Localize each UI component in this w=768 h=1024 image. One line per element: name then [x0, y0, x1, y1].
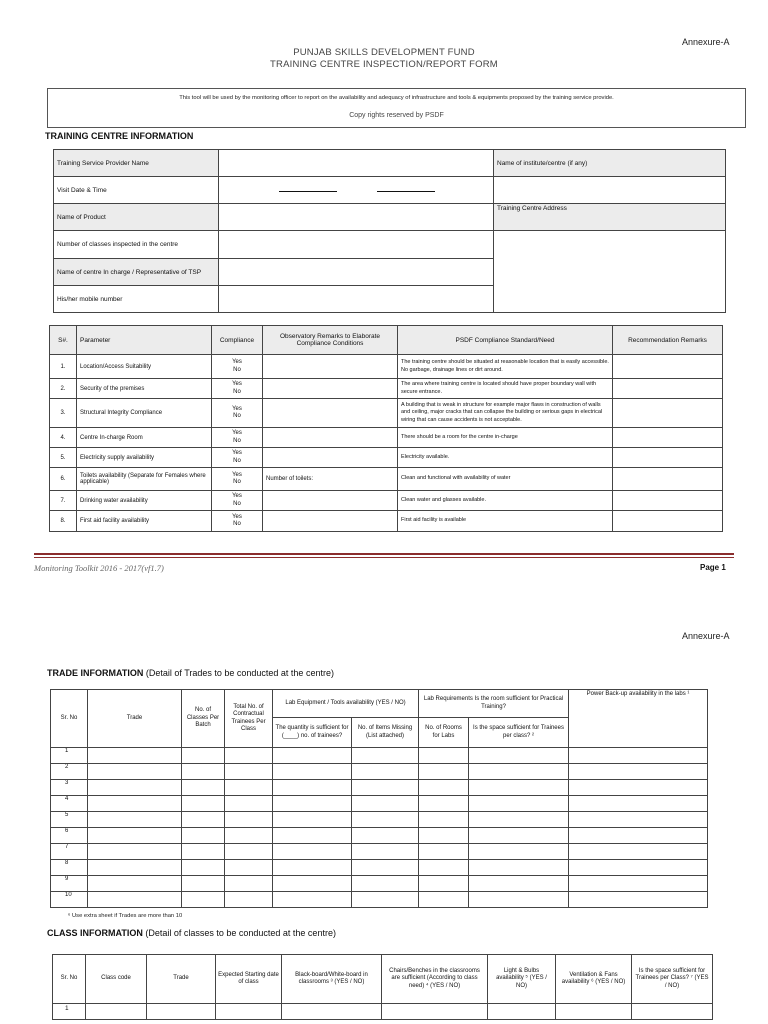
trade-cell[interactable]	[352, 764, 419, 780]
trade-cell[interactable]	[182, 844, 225, 860]
trade-cell[interactable]	[352, 860, 419, 876]
trade-cell[interactable]	[182, 860, 225, 876]
trade-cell[interactable]	[352, 812, 419, 828]
footer-toolkit-version: Monitoring Toolkit 2016 - 2017(vf1.7)	[34, 563, 164, 573]
trade-cell[interactable]	[569, 748, 708, 764]
footer-rule-thick	[34, 553, 734, 555]
header-recommendation: Recommendation Remarks	[613, 326, 723, 355]
trade-row-number: 7	[51, 844, 88, 860]
trade-header-sr: Sr. No	[51, 690, 88, 748]
trade-cell[interactable]	[88, 892, 182, 908]
compliance-parameters-table	[49, 325, 723, 532]
class-header-space: Is the space sufficient for Trainees per Class? ⁷ (YES / NO)	[632, 955, 713, 1004]
trade-row	[51, 860, 708, 876]
parameter-row	[50, 511, 723, 532]
trade-row-number: 2	[51, 764, 88, 780]
trade-cell[interactable]	[88, 764, 182, 780]
trade-cell[interactable]	[419, 748, 469, 764]
trade-cell[interactable]	[225, 844, 273, 860]
trade-cell[interactable]	[88, 828, 182, 844]
parameter-row	[50, 448, 723, 468]
compliance-standard: The area where training centre is located should have proper boundary wall with secure entrance.	[398, 379, 613, 399]
trade-cell[interactable]	[419, 796, 469, 812]
trade-row	[51, 796, 708, 812]
trade-header-trade: Trade	[88, 690, 182, 748]
trade-cell[interactable]	[88, 796, 182, 812]
trade-header-space: Is the space sufficient for Trainees per class? ²	[469, 718, 569, 748]
compliance-yes-no[interactable]	[212, 399, 263, 428]
trade-information-table	[50, 689, 708, 908]
input-incharge[interactable]	[219, 259, 494, 286]
class-cell[interactable]	[556, 1004, 632, 1020]
recommendation-remark[interactable]	[613, 355, 723, 379]
trade-cell[interactable]	[352, 796, 419, 812]
trade-cell[interactable]	[569, 780, 708, 796]
class-cell[interactable]	[488, 1004, 556, 1020]
trade-title: TRADE INFORMATION	[47, 668, 144, 678]
trade-note: ⁶ Use extra sheet if Trades are more than 10	[68, 913, 183, 919]
class-cell[interactable]	[216, 1004, 282, 1020]
compliance-yes[interactable]: Yes	[232, 493, 242, 499]
compliance-no[interactable]: No	[233, 437, 241, 444]
class-header-lights: Light & Bulbs availability ⁵ (YES / NO)	[488, 955, 556, 1004]
trade-header-power: Power Back-up availability in the labs ¹	[569, 690, 708, 748]
input-address[interactable]	[494, 231, 726, 313]
intro-box	[47, 88, 746, 128]
trade-cell[interactable]	[469, 892, 569, 908]
class-row	[53, 1004, 713, 1020]
trade-cell[interactable]	[419, 876, 469, 892]
trade-cell[interactable]	[88, 748, 182, 764]
input-visit-date[interactable]	[219, 177, 494, 204]
observatory-remark[interactable]	[263, 355, 398, 379]
trade-cell[interactable]	[469, 812, 569, 828]
trade-row	[51, 748, 708, 764]
class-title: CLASS INFORMATION	[47, 928, 143, 938]
compliance-yes-no[interactable]	[212, 448, 263, 468]
observatory-remark[interactable]	[263, 511, 398, 532]
trade-cell[interactable]	[182, 828, 225, 844]
class-information-table	[52, 954, 713, 1020]
trade-cell[interactable]	[419, 860, 469, 876]
trade-cell[interactable]	[182, 812, 225, 828]
section-title-training-centre: TRAINING CENTRE INFORMATION	[45, 131, 194, 141]
trade-cell[interactable]	[225, 860, 273, 876]
class-header-start-date: Expected Starting date of class	[216, 955, 282, 1004]
trade-cell[interactable]	[225, 892, 273, 908]
compliance-standard: Electricity available.	[398, 448, 613, 468]
trade-cell[interactable]	[352, 876, 419, 892]
trade-cell[interactable]	[419, 844, 469, 860]
compliance-standard: Clean and functional with availability of water	[398, 468, 613, 491]
recommendation-remark[interactable]	[613, 511, 723, 532]
section-title-class	[47, 928, 336, 938]
trade-row	[51, 828, 708, 844]
trade-header-rooms: No. of Rooms for Labs	[419, 718, 469, 748]
compliance-standard: First aid facility is available	[398, 511, 613, 532]
trade-cell[interactable]	[225, 876, 273, 892]
parameter-name: Centre In-charge Room	[77, 428, 212, 448]
parameter-row	[50, 379, 723, 399]
trade-cell[interactable]	[569, 828, 708, 844]
trade-cell[interactable]	[419, 764, 469, 780]
intro-text: This tool will be used by the monitoring officer to report on the availability and adequacy of infrastructure and tools & equipments proposed by the training service provide.	[179, 95, 614, 101]
trade-cell[interactable]	[88, 860, 182, 876]
trade-row	[51, 892, 708, 908]
compliance-yes[interactable]: Yes	[232, 430, 242, 436]
trade-cell[interactable]	[469, 780, 569, 796]
class-row-number: 1	[53, 1004, 86, 1020]
compliance-no[interactable]: No	[233, 413, 241, 419]
input-classes-inspected[interactable]	[219, 231, 494, 259]
class-cell[interactable]	[147, 1004, 216, 1020]
trade-cell[interactable]	[88, 876, 182, 892]
header-standard: PSDF Compliance Standard/Need	[398, 326, 613, 355]
compliance-yes[interactable]: Yes	[232, 450, 242, 456]
parameter-row	[50, 399, 723, 428]
trade-cell[interactable]	[569, 876, 708, 892]
trade-cell[interactable]	[352, 828, 419, 844]
trade-cell[interactable]	[225, 780, 273, 796]
trade-cell[interactable]	[469, 860, 569, 876]
label-product: Name of Product	[54, 204, 219, 231]
class-cell[interactable]	[382, 1004, 488, 1020]
recommendation-remark[interactable]	[613, 491, 723, 511]
header-sn: S#.	[50, 326, 77, 355]
trade-cell[interactable]	[88, 844, 182, 860]
trade-cell[interactable]	[569, 844, 708, 860]
compliance-standard: There should be a room for the centre in-charge	[398, 428, 613, 448]
trade-cell[interactable]	[469, 748, 569, 764]
class-cell[interactable]	[632, 1004, 713, 1020]
compliance-yes-no[interactable]	[212, 355, 263, 379]
observatory-remark[interactable]	[263, 379, 398, 399]
compliance-no[interactable]: No	[233, 500, 241, 507]
parameter-sn: 1.	[50, 355, 77, 379]
parameter-sn: 2.	[50, 379, 77, 399]
parameter-name: Electricity supply availability	[77, 448, 212, 468]
compliance-standard: Clean water and glasses available.	[398, 491, 613, 511]
observatory-remark[interactable]	[263, 448, 398, 468]
class-cell[interactable]	[86, 1004, 147, 1020]
compliance-no[interactable]: No	[233, 366, 241, 373]
trade-cell[interactable]	[182, 764, 225, 780]
parameter-sn: 6.	[50, 468, 77, 491]
compliance-yes[interactable]: Yes	[232, 513, 242, 520]
compliance-yes[interactable]: Yes	[232, 381, 242, 387]
date-blank	[279, 186, 337, 192]
label-visit-date: Visit Date & Time	[54, 177, 219, 204]
trade-cell[interactable]	[469, 796, 569, 812]
trade-row	[51, 780, 708, 796]
trade-cell[interactable]	[225, 796, 273, 812]
parameter-sn: 7.	[50, 491, 77, 511]
trade-cell[interactable]	[419, 892, 469, 908]
footer-page-number: Page 1	[700, 563, 726, 572]
observatory-remark[interactable]	[263, 399, 398, 428]
trade-cell[interactable]	[182, 780, 225, 796]
class-header-ventilation: Ventilation & Fans availability ⁶ (YES / NO)	[556, 955, 632, 1004]
trade-row	[51, 844, 708, 860]
footer-rule-thin	[34, 557, 734, 558]
trade-cell[interactable]	[273, 876, 352, 892]
class-header-code: Class code	[86, 955, 147, 1004]
parameter-sn: 8.	[50, 511, 77, 532]
trade-cell[interactable]	[419, 828, 469, 844]
parameter-name: Drinking water availability	[77, 491, 212, 511]
trade-cell[interactable]	[273, 748, 352, 764]
annexure-label: Annexure-A	[682, 37, 730, 47]
parameter-name: Structural Integrity Compliance	[77, 399, 212, 428]
trade-cell[interactable]	[273, 764, 352, 780]
trade-header-quantity: The quantity is sufficient for (____) no. of trainees?	[273, 718, 352, 748]
trade-cell[interactable]	[352, 780, 419, 796]
parameter-row	[50, 491, 723, 511]
trade-cell[interactable]	[569, 796, 708, 812]
trade-cell[interactable]	[88, 780, 182, 796]
trade-cell[interactable]	[225, 812, 273, 828]
trade-row-number: 10	[51, 892, 88, 908]
trade-row-number: 9	[51, 876, 88, 892]
trade-cell[interactable]	[569, 812, 708, 828]
trade-cell[interactable]	[352, 748, 419, 764]
trade-row-number: 5	[51, 812, 88, 828]
trade-subtitle: (Detail of Trades to be conducted at the centre)	[145, 668, 334, 678]
trade-cell[interactable]	[273, 844, 352, 860]
compliance-yes-no[interactable]	[212, 428, 263, 448]
trade-cell[interactable]	[273, 780, 352, 796]
trade-cell[interactable]	[182, 796, 225, 812]
form-title: TRAINING CENTRE INSPECTION/REPORT FORM	[270, 59, 498, 70]
input-tsp-name[interactable]	[219, 150, 494, 177]
observatory-remark[interactable]: Number of toilets:	[263, 468, 398, 491]
label-address: Training Centre Address	[494, 204, 726, 231]
section-title-trade	[47, 668, 334, 678]
trade-header-trainees: Total No. of Contractual Trainees Per Class	[225, 690, 273, 748]
compliance-no[interactable]: No	[233, 479, 241, 485]
trade-cell[interactable]	[182, 876, 225, 892]
recommendation-remark[interactable]	[613, 399, 723, 428]
trade-row-number: 4	[51, 796, 88, 812]
trade-cell[interactable]	[273, 812, 352, 828]
input-mobile[interactable]	[219, 286, 494, 313]
trade-cell[interactable]	[569, 860, 708, 876]
annexure-label-page2: Annexure-A	[682, 631, 730, 641]
training-centre-info-table	[53, 149, 726, 313]
trade-row	[51, 764, 708, 780]
compliance-yes[interactable]: Yes	[232, 405, 242, 412]
trade-row	[51, 876, 708, 892]
trade-cell[interactable]	[419, 812, 469, 828]
input-institute[interactable]	[494, 177, 726, 204]
class-header-board: Black-board/White-board in classrooms ³ (YES / NO)	[282, 955, 382, 1004]
header-parameter: Parameter	[77, 326, 212, 355]
trade-cell[interactable]	[569, 764, 708, 780]
org-title: PUNJAB SKILLS DEVELOPMENT FUND	[293, 47, 475, 58]
label-classes-inspected: Number of classes inspected in the centre	[54, 231, 219, 259]
compliance-yes[interactable]: Yes	[232, 471, 242, 478]
trade-row-number: 8	[51, 860, 88, 876]
trade-cell[interactable]	[469, 844, 569, 860]
compliance-no[interactable]: No	[233, 457, 241, 464]
label-mobile: His/her mobile number	[54, 286, 219, 313]
trade-row	[51, 812, 708, 828]
trade-cell[interactable]	[273, 828, 352, 844]
trade-cell[interactable]	[273, 860, 352, 876]
compliance-standard: The training centre should be situated at reasonable location that is easily accessible. No garbage, drainage lines or dirt around.	[398, 355, 613, 379]
parameter-row	[50, 468, 723, 491]
recommendation-remark[interactable]	[613, 379, 723, 399]
recommendation-remark[interactable]	[613, 468, 723, 491]
parameter-name: Toilets availability (Separate for Females where applicable)	[77, 468, 212, 491]
class-cell[interactable]	[282, 1004, 382, 1020]
label-tsp-name: Training Service Provider Name	[54, 150, 219, 177]
observatory-remark[interactable]	[263, 491, 398, 511]
trade-cell[interactable]	[419, 780, 469, 796]
input-product[interactable]	[219, 204, 494, 231]
trade-cell[interactable]	[469, 828, 569, 844]
compliance-yes-no[interactable]	[212, 468, 263, 491]
parameter-name: Location/Access Suitability	[77, 355, 212, 379]
trade-cell[interactable]	[225, 748, 273, 764]
label-incharge: Name of centre In charge / Representative of TSP	[54, 259, 219, 286]
trade-cell[interactable]	[469, 876, 569, 892]
class-subtitle: (Detail of classes to be conducted at the centre)	[145, 928, 336, 938]
recommendation-remark[interactable]	[613, 448, 723, 468]
parameter-name: Security of the premises	[77, 379, 212, 399]
trade-header-lab-equipment: Lab Equipment / Tools availability (YES / NO)	[273, 690, 419, 718]
trade-cell[interactable]	[225, 828, 273, 844]
compliance-no[interactable]: No	[233, 521, 241, 527]
header-compliance: Compliance	[212, 326, 263, 355]
trade-cell[interactable]	[273, 796, 352, 812]
time-blank	[377, 186, 435, 192]
trade-cell[interactable]	[352, 892, 419, 908]
trade-header-missing: No. of Items Missing (List attached)	[352, 718, 419, 748]
trade-cell[interactable]	[569, 892, 708, 908]
trade-cell[interactable]	[273, 892, 352, 908]
trade-cell[interactable]	[469, 764, 569, 780]
trade-header-lab-requirements: Lab Requirements Is the room sufficient for Practical Training?	[419, 690, 569, 718]
trade-cell[interactable]	[352, 844, 419, 860]
trade-cell[interactable]	[182, 892, 225, 908]
compliance-yes-no[interactable]	[212, 379, 263, 399]
class-header-trade: Trade	[147, 955, 216, 1004]
copyright-text: Copy rights reserved by PSDF	[349, 112, 444, 119]
parameter-name: First aid facility availability	[77, 511, 212, 532]
trade-cell[interactable]	[88, 812, 182, 828]
parameter-sn: 4.	[50, 428, 77, 448]
label-institute: Name of institute/centre (if any)	[494, 150, 726, 177]
class-header-chairs: Chairs/Benches in the classrooms are sufficient (According to class need) ⁴ (YES / NO)	[382, 955, 488, 1004]
parameter-sn: 3.	[50, 399, 77, 428]
parameter-row	[50, 428, 723, 448]
compliance-no[interactable]: No	[233, 388, 241, 395]
recommendation-remark[interactable]	[613, 428, 723, 448]
trade-row-number: 1	[51, 748, 88, 764]
compliance-yes[interactable]: Yes	[232, 359, 242, 365]
compliance-yes-no[interactable]	[212, 511, 263, 532]
trade-header-classes: No. of Classes Per Batch	[182, 690, 225, 748]
parameter-sn: 5.	[50, 448, 77, 468]
compliance-yes-no[interactable]	[212, 491, 263, 511]
trade-row-number: 6	[51, 828, 88, 844]
observatory-remark[interactable]	[263, 428, 398, 448]
class-header-sr: Sr. No	[53, 955, 86, 1004]
header-remarks: Observatory Remarks to Elaborate Compliance Conditions	[263, 326, 398, 355]
trade-cell[interactable]	[225, 764, 273, 780]
parameter-row	[50, 355, 723, 379]
trade-cell[interactable]	[182, 748, 225, 764]
compliance-standard: A building that is weak in structure for example major flaws in construction of walls and ceiling, major cracks that can collapse the building or serious gaps in electrical wiring that can cause accidents is not acceptable.	[398, 399, 613, 428]
trade-row-number: 3	[51, 780, 88, 796]
